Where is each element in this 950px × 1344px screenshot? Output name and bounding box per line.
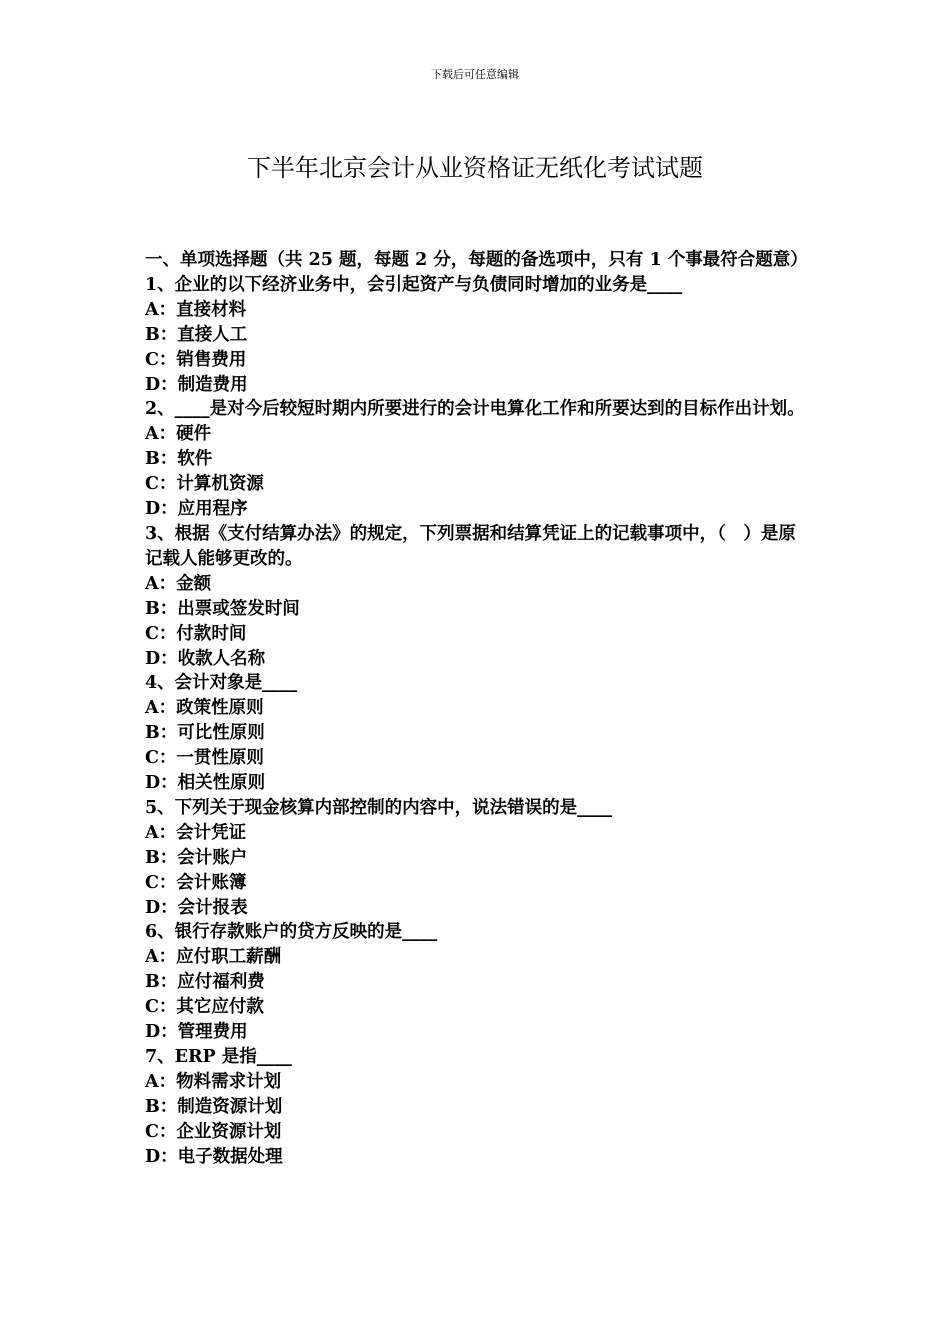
question-4-option-b: B：可比性原则 xyxy=(145,723,265,744)
question-2-option-a: A：硬件 xyxy=(145,424,212,445)
section-heading: 一、单项选择题（共 25 题，每题 2 分，每题的备选项中，只有 1 个事最符合题意） xyxy=(145,250,808,270)
question-1-option-c: C：销售费用 xyxy=(145,349,247,370)
document-body xyxy=(145,248,810,1170)
question-1-option-b: B：直接人工 xyxy=(145,324,248,345)
question-7-stem: 7、ERP 是指____ xyxy=(145,1047,292,1067)
question-3-option-b: B：出票或签发时间 xyxy=(145,598,300,619)
question-7-option-b: B：制造资源计划 xyxy=(145,1096,283,1117)
question-5-option-a: A：会计凭证 xyxy=(145,822,247,843)
question-5-option-d: D：会计报表 xyxy=(145,897,248,918)
question-7-option-d: D：电子数据处理 xyxy=(145,1146,283,1167)
question-1-stem: 1、企业的以下经济业务中，会引起资产与负债同时增加的业务是____ xyxy=(145,274,683,295)
question-4-stem: 4、会计对象是____ xyxy=(145,673,298,694)
question-4-option-c: C：一贯性原则 xyxy=(145,748,264,769)
question-7-option-a: A：物料需求计划 xyxy=(145,1071,282,1092)
question-3-stem: 3、根据《支付结算办法》的规定，下列票据和结算凭证上的记载事项中，（ ）是原记载人能够更改的。 xyxy=(145,523,796,569)
question-6-option-c: C：其它应付款 xyxy=(145,997,264,1018)
question-6-option-a: A：应付职工薪酬 xyxy=(145,947,282,968)
question-5-option-b: B：会计账户 xyxy=(145,847,248,868)
question-3-option-a: A：金额 xyxy=(145,573,212,594)
document-title: 下半年北京会计从业资格证无纸化考试试题 xyxy=(247,154,703,182)
header-note: 下载后可任意编辑 xyxy=(431,68,519,81)
question-3-option-c: C：付款时间 xyxy=(145,623,247,644)
question-1-option-a: A：直接材料 xyxy=(145,299,247,320)
question-1-option-d: D：制造费用 xyxy=(145,374,248,395)
question-2-stem: 2、____是对今后较短时期内所要进行的会计电算化工作和所要达到的目标作出计划。 xyxy=(145,399,805,420)
question-2-option-b: B：软件 xyxy=(145,449,213,470)
question-2-option-d: D：应用程序 xyxy=(145,499,248,520)
question-7-option-c: C：企业资源计划 xyxy=(145,1121,282,1142)
question-6-stem: 6、银行存款账户的贷方反映的是____ xyxy=(145,922,438,943)
question-5-option-c: C：会计账簿 xyxy=(145,872,247,893)
question-3-option-d: D：收款人名称 xyxy=(145,648,266,669)
question-2-option-c: C：计算机资源 xyxy=(145,474,264,495)
question-4-option-a: A：政策性原则 xyxy=(145,698,264,719)
question-5-stem: 5、下列关于现金核算内部控制的内容中，说法错误的是____ xyxy=(145,797,613,818)
question-4-option-d: D：相关性原则 xyxy=(145,773,266,794)
question-6-option-d: D：管理费用 xyxy=(145,1022,248,1043)
question-6-option-b: B：应付福利费 xyxy=(145,972,265,993)
